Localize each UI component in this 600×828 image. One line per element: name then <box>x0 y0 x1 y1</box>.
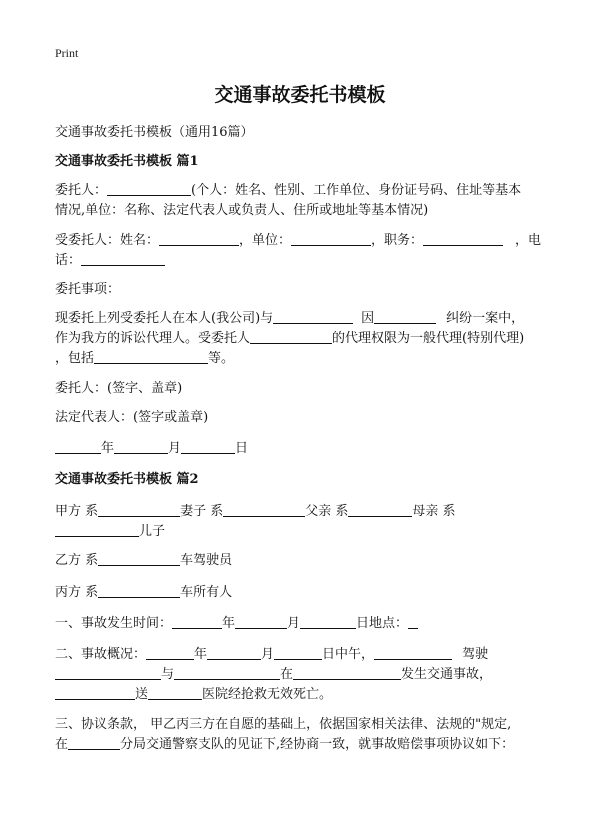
item2-other-blank <box>174 665 280 680</box>
matters-text-2b: 的代理权限为一般代理(特别代理) <box>332 331 525 346</box>
father-label: 父亲 系 <box>305 504 349 519</box>
item2-location-blank <box>293 665 401 680</box>
owner-label: 车所有人 <box>180 585 233 600</box>
parties-line-2 <box>55 522 165 542</box>
principal-blank <box>107 181 191 196</box>
party-c-line <box>55 583 232 603</box>
item2-driver-blank <box>374 645 452 660</box>
father-blank <box>348 502 412 517</box>
document-title: 交通事故委托书模板 <box>214 84 386 106</box>
party-a-label: 甲方 系 <box>55 504 99 519</box>
phone-blank <box>81 251 165 266</box>
matters-cause-blank <box>374 309 436 324</box>
section2-heading: 交通事故委托书模板 篇2 <box>55 472 199 487</box>
item1-day-blank <box>300 614 356 629</box>
item1-place-blank <box>408 614 418 629</box>
date-year-blank <box>55 439 101 454</box>
phone-label-b: 话： <box>55 253 82 268</box>
item2-vehicle-blank <box>55 665 161 680</box>
item2-year-blank <box>146 645 194 660</box>
date-day-label: 日 <box>235 441 249 456</box>
matters-text-3a: ，包括 <box>55 351 95 366</box>
matters-line-1 <box>55 309 524 329</box>
agent-unit-blank <box>291 231 371 246</box>
party-b-blank <box>98 551 180 566</box>
matters-text-2a: 作为我方的诉讼代理人。受委托人 <box>55 331 251 346</box>
matters-scope-blank <box>94 349 208 364</box>
matters-text-3b: 等。 <box>208 351 235 366</box>
party-b-label: 乙方 系 <box>55 553 99 568</box>
agent-line-2 <box>55 251 165 271</box>
document-subtitle: 交通事故委托书模板（通用16篇） <box>55 125 254 140</box>
item2-year-label: 年 <box>194 647 208 662</box>
party-b-line <box>55 551 232 571</box>
party-c-blank <box>98 583 180 598</box>
date-day-blank <box>181 439 235 454</box>
item1-month-blank <box>235 614 287 629</box>
principal-note-2: 情况,单位：名称、法定代表人或负责人、住所或地址等基本情况) <box>55 203 429 218</box>
party-c-label: 丙方 系 <box>55 585 99 600</box>
item2-at-label: 在 <box>280 667 294 682</box>
job-label: ，职务： <box>371 233 424 248</box>
sign-legal: 法定代表人：(签字或盖章) <box>55 410 209 425</box>
item2-day-blank <box>274 645 322 660</box>
item3-line-2 <box>55 735 514 755</box>
item1-line <box>55 614 418 634</box>
agent-label: 受委托人：姓名： <box>55 233 160 248</box>
item2-month-blank <box>207 645 261 660</box>
item1-label: 一、事故发生时间： <box>55 616 173 631</box>
item1-year-blank <box>172 614 222 629</box>
principal-label: 委托人： <box>55 183 108 198</box>
unit-label: ，单位： <box>239 233 292 248</box>
wife-label: 妻子 系 <box>180 504 224 519</box>
matters-party-blank <box>273 309 353 324</box>
driver-label: 车驾驶员 <box>180 553 233 568</box>
item2-hospital-label: 医院经抢救无效死亡。 <box>202 687 333 702</box>
principal-note-1: (个人：姓名、性别、工作单位、身份证号码、住址等基本 <box>191 183 522 198</box>
item1-year-label: 年 <box>222 616 236 631</box>
agent-job-blank <box>423 231 503 246</box>
item2-line-3 <box>55 685 332 705</box>
date-year-label: 年 <box>101 441 115 456</box>
sign-date <box>55 439 248 459</box>
print-label[interactable]: Print <box>55 46 79 60</box>
agent-name-blank <box>159 231 239 246</box>
phone-label-a: ，电 <box>515 233 542 248</box>
son-label: 儿子 <box>139 524 166 539</box>
item2-line-1 <box>55 645 488 665</box>
principal-line-1 <box>55 181 521 201</box>
wife-blank <box>223 502 305 517</box>
date-month-blank <box>114 439 168 454</box>
item3-rest-text: 分局交通警察支队的见证下,经协商一致，就事故赔偿事项协议如下： <box>120 737 515 752</box>
section1-heading: 交通事故委托书模板 篇1 <box>55 154 199 169</box>
matters-text-1b: 因 <box>361 311 375 326</box>
item3-line-1: 三、协议条款， 甲乙丙三方在自愿的基础上，依据国家相关法律、法规的"规定, <box>55 717 512 732</box>
mother-label: 母亲 系 <box>412 504 456 519</box>
parties-line-1 <box>55 502 456 522</box>
item2-with-label: 与 <box>161 667 175 682</box>
item2-send-label: 送 <box>135 687 149 702</box>
matters-text-1a: 现委托上列受委托人在本人(我公司)与 <box>55 311 274 326</box>
item1-month-label: 月 <box>287 616 301 631</box>
matters-line-2 <box>55 329 524 349</box>
item1-day-label: 日地点： <box>356 616 409 631</box>
party-a-blank <box>98 502 180 517</box>
matters-label: 委托事项： <box>55 282 121 297</box>
item2-drive-label: 驾驶 <box>462 647 489 662</box>
item2-victim-blank <box>55 685 135 700</box>
item2-month-label: 月 <box>261 647 275 662</box>
matters-agent-blank <box>250 329 332 344</box>
date-month-label: 月 <box>168 441 182 456</box>
item3-at-label: 在 <box>55 737 69 752</box>
item2-label: 二、事故概况： <box>55 647 147 662</box>
item2-hospital-blank <box>148 685 202 700</box>
item2-noon-label: 日中午， <box>322 647 375 662</box>
item2-line-2 <box>55 665 492 685</box>
son-blank <box>55 522 139 537</box>
item2-happen-label: 发生交通事故， <box>401 667 493 682</box>
agent-line-1 <box>55 231 541 251</box>
item3-branch-blank <box>68 735 120 750</box>
matters-line-3 <box>55 349 234 369</box>
sign-principal: 委托人：(签字、盖章) <box>55 381 183 396</box>
matters-text-1c: 纠纷一案中， <box>446 311 525 326</box>
